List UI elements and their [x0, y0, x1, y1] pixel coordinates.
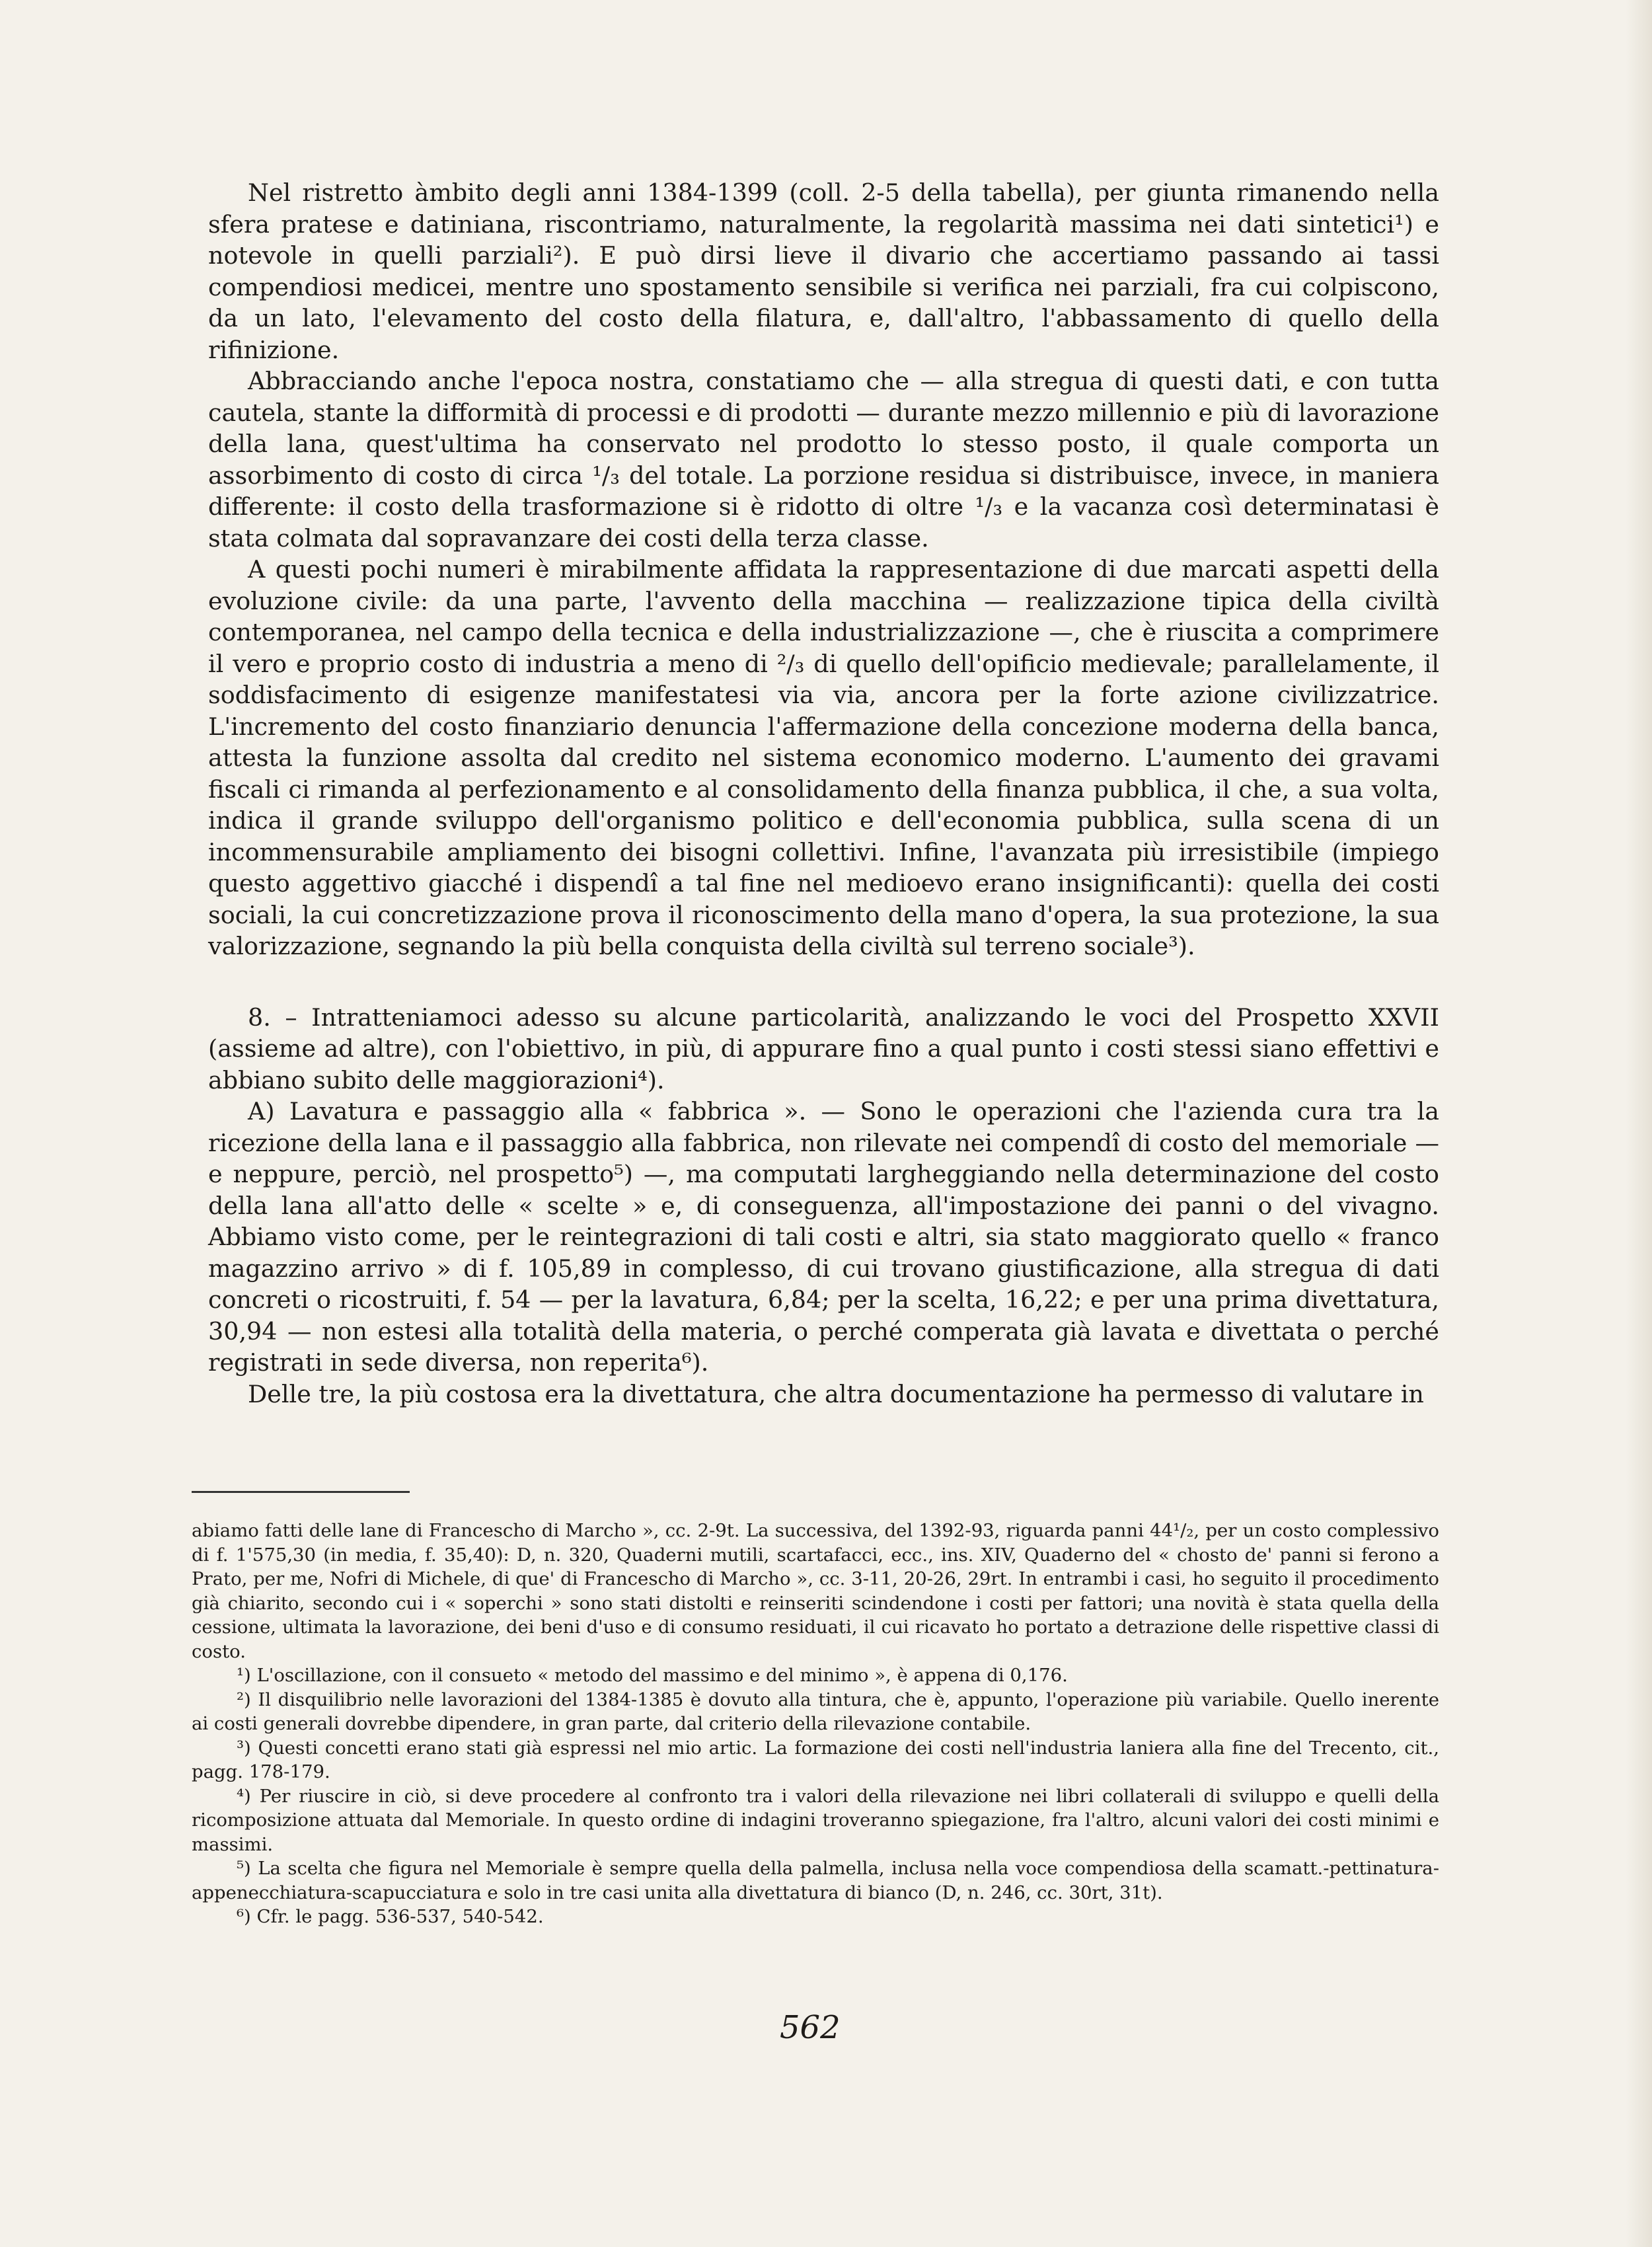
footnote: ¹) L'oscillazione, con il consueto « metodo del massimo e del minimo », è appena di 0,176.: [237, 1665, 1068, 1686]
footnote-rule: [192, 1491, 410, 1493]
paragraph: Nel ristretto àmbito degli anni 1384-1399 (coll. 2-5 della tabella), per giunta rimanendo nella sfera pratese e datiniana, riscontriamo, naturalmente, la regolarità massima nei dati sintetici¹) e notevole in quelli parziali²). E può dirsi lieve il divario che accertiamo passando ai tassi compendiosi medicei, mentre uno spostamento sensibile si verifica nei parziali, fra cui colpiscono, da un lato, l'elevamento del costo della filatura, e, dall'altro, l'abbassamento di quello della rifinizione.: [208, 178, 1439, 364]
footnote: ³) Questi concetti erano stati già espressi nel mio artic. La formazione dei costi nell'industria laniera alla fine del Trecento, cit., pagg. 178-179.: [192, 1737, 1439, 1782]
page-edge: [1626, 0, 1652, 2247]
paragraph: Delle tre, la più costosa era la divettatura, che altra documentazione ha permesso di valutare in: [248, 1379, 1424, 1408]
paragraph: A questi pochi numeri è mirabilmente affidata la rappresentazione di due marcati aspetti della evoluzione civile: da una parte, l'avvento della macchina — realizzazione tipica della civiltà contemporanea, nel campo della tecnica e della industrializzazione —, che è riuscita a comprimere il vero e proprio costo di industria a meno di ²/₃ di quello dell'opificio medievale; parallelamente, il soddisfacimento di esigenze manifestatesi via via, ancora per la forte azione civilizzatrice. L'incremento del costo finanziario denuncia l'affermazione della concezione moderna della banca, attesta la funzione assolta dal credito nel sistema economico moderno. L'aumento dei gravami fiscali ci rimanda al perfezionamento e al consolidamento della finanza pubblica, il che, a sua volta, indica il grande sviluppo dell'organismo politico e dell'economia pubblica, sulla scena di un incommensurabile ampliamento dei bisogni collettivi. Infine, l'avanzata più irresistibile (impiego questo aggettivo giacché i dispendî a tal fine nel medioevo erano insignificanti): quella dei costi sociali, la cui concretizzazione prova il riconoscimento della mano d'opera, la sua protezione, la sua valorizzazione, segnando la più bella conquista della civiltà sul terreno sociale³).: [208, 555, 1439, 960]
page-number: 562: [780, 2009, 841, 2046]
main-text: [208, 177, 1439, 1410]
footnote-continued: abiamo fatti delle lane di Francescho di Marcho », cc. 2-9t. La successiva, del 1392-93, riguarda panni 44¹/₂, per un costo complessivo di f. 1'575,30 (in media, f. 35,40): D, n. 320, Quaderni mutili, scartafacci, ecc., ins. XIV, Quaderno del « chosto de' panni si ferono a Prato, per me, Nofri di Michele, di que' di Francescho di Marcho », cc. 3-11, 20-26, 29rt. In entrambi i casi, ho seguito il procedimento già chiarito, secondo cui i « soperchi » sono stati distolti e reinseriti scindendone i costi per fattori; una novità è stata quella della cessione, ultimata la lavorazione, dei beni d'uso e di consumo residuati, il cui ricavato ho portato a detrazione delle rispettive classi di costo.: [192, 1520, 1439, 1662]
footnote: ²) Il disquilibrio nelle lavorazioni del 1384-1385 è dovuto alla tintura, che è, appunto, l'operazione più variabile. Quello inerente ai costi generali dovrebbe dipendere, in gran parte, dal criterio della rilevazione contabile.: [192, 1689, 1439, 1734]
footnote: ⁴) Per riuscire in ciò, si deve procedere al confronto tra i valori della rilevazione nei libri collaterali di sviluppo e quelli della ricomposizione attuata dal Memoriale. In questo ordine di indagini troveranno spiegazione, fra l'altro, alcuni valori dei costi minimi e massimi.: [192, 1785, 1439, 1855]
paragraph: Abbracciando anche l'epoca nostra, constatiamo che — alla stregua di questi dati, e con tutta cautela, stante la difformità di processi e di prodotti — durante mezzo millennio e più di lavorazione della lana, quest'ultima ha conservato nel prodotto lo stesso posto, il quale comporta un assorbimento di costo di circa ¹/₃ del totale. La porzione residua si distribuisce, invece, in maniera differente: il costo della trasformazione si è ridotto di oltre ¹/₃ e la vacanza così determinatasi è stata colmata dal sopravanzare dei costi della terza classe.: [208, 367, 1439, 552]
paragraph: A) Lavatura e passaggio alla « fabbrica ». — Sono le operazioni che l'azienda cura tra la ricezione della lana e il passaggio alla fabbrica, non rilevate nei compendî di costo del memoriale — e neppure, perciò, nel prospetto⁵) —, ma computati largheggiando nella determinazione del costo della lana all'atto delle « scelte » e, di conseguenza, all'impostazione dei panni o del vivagno. Abbiamo visto come, per le reintegrazioni di tali costi e altri, sia stato maggiorato quello « franco magazzino arrivo » di f. 105,89 in complesso, di cui trovano giustificazione, alla stregua di dati concreti o ricostruiti, f. 54 — per la lavatura, 6,84; per la scelta, 16,22; e per una prima divettatura, 30,94 — non estesi alla totalità della materia, o perché comperata già lavata e divettata o perché registrati in sede diversa, non reperita⁶).: [208, 1097, 1439, 1377]
footnotes: [192, 1519, 1439, 1929]
footnote: ⁶) Cfr. le pagg. 536-537, 540-542.: [237, 1906, 544, 1927]
section-8-paragraph: 8. – Intratteniamoci adesso su alcune particolarità, analizzando le voci del Prospetto XXVII (assieme ad altre), con l'obiettivo, in più, di appurare fino a qual punto i costi stessi siano effettivi e abbiano subito delle maggiorazioni⁴).: [208, 1003, 1439, 1094]
footnote: ⁵) La scelta che figura nel Memoriale è sempre quella della palmella, inclusa nella voce compendiosa della scamatt.-pettinatura-appenecchiatura-scapucciatura e solo in tre casi unita alla divettatura di bianco (D, n. 246, cc. 30rt, 31t).: [192, 1858, 1439, 1903]
